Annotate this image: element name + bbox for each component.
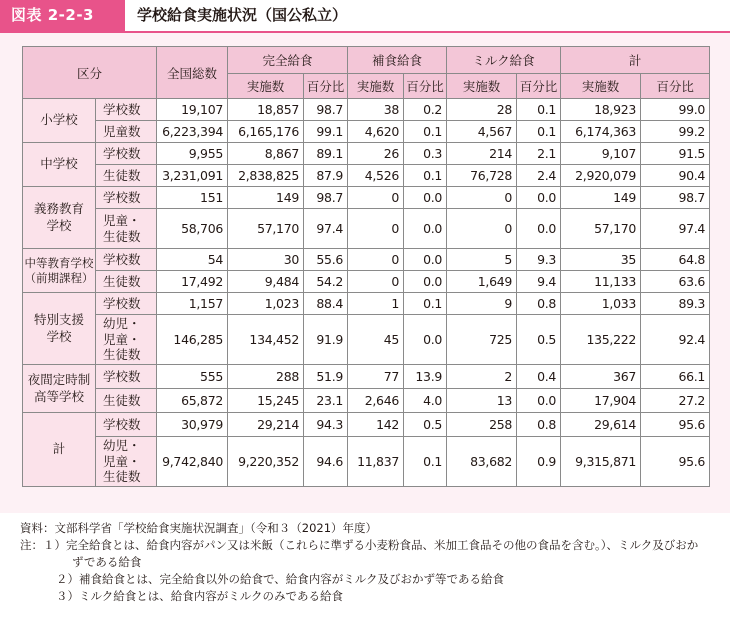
cell-full-pct: 23.1 xyxy=(304,389,348,413)
cell-total: 151 xyxy=(157,187,228,209)
cell-milk-count: 4,567 xyxy=(447,121,517,143)
cell-sum-pct: 95.6 xyxy=(641,437,710,487)
sub-label: 学校数 xyxy=(96,293,157,315)
cell-supp-count: 2,646 xyxy=(348,389,404,413)
sub-label-line: 児童・ xyxy=(103,453,141,469)
cell-milk-pct: 0.0 xyxy=(517,389,561,413)
table-row xyxy=(23,365,710,389)
figure-header xyxy=(0,0,730,32)
group-night-high-school xyxy=(23,365,96,413)
cell-sum-pct: 27.2 xyxy=(641,389,710,413)
cell-milk-count: 28 xyxy=(447,99,517,121)
header-full-meal: 完全給食 xyxy=(228,47,348,74)
cell-supp-count: 1 xyxy=(348,293,404,315)
cell-full-count: 288 xyxy=(228,365,304,389)
cell-full-count: 8,867 xyxy=(228,143,304,165)
cell-total: 65,872 xyxy=(157,389,228,413)
cell-sum-pct: 98.7 xyxy=(641,187,710,209)
cell-supp-count: 26 xyxy=(348,143,404,165)
cell-full-count: 6,165,176 xyxy=(228,121,304,143)
cell-sum-pct: 99.0 xyxy=(641,99,710,121)
header-national-total: 全国総数 xyxy=(157,47,228,99)
cell-supp-pct: 13.9 xyxy=(404,365,447,389)
cell-full-pct: 87.9 xyxy=(304,165,348,187)
cell-sum-count: 9,107 xyxy=(561,143,641,165)
cell-full-pct: 88.4 xyxy=(304,293,348,315)
header-sum: 計 xyxy=(561,47,710,74)
cell-milk-count: 9 xyxy=(447,293,517,315)
cell-sum-pct: 63.6 xyxy=(641,271,710,293)
table-row xyxy=(23,209,710,249)
header-full-implemented: 実施数 xyxy=(228,74,304,99)
sub-label: 学校数 xyxy=(96,99,157,121)
note-1-continued: ずである給食 xyxy=(72,555,142,569)
cell-supp-count: 4,620 xyxy=(348,121,404,143)
cell-milk-pct: 0.0 xyxy=(517,209,561,249)
header-milk-percent: 百分比 xyxy=(517,74,561,99)
group-label: 計 xyxy=(52,441,66,457)
sub-label xyxy=(96,437,157,487)
cell-supp-pct: 4.0 xyxy=(404,389,447,413)
cell-total: 30,979 xyxy=(157,413,228,437)
sub-label xyxy=(96,209,157,249)
table-row xyxy=(23,437,710,487)
cell-supp-pct: 0.3 xyxy=(404,143,447,165)
group-label: 学校 xyxy=(46,217,72,233)
cell-supp-count: 38 xyxy=(348,99,404,121)
cell-full-pct: 89.1 xyxy=(304,143,348,165)
figure-number-badge: 図表 2-2-3 xyxy=(0,0,125,31)
sub-label-line: 児童・ xyxy=(103,331,141,347)
cell-supp-pct: 0.0 xyxy=(404,209,447,249)
cell-total: 3,231,091 xyxy=(157,165,228,187)
group-elementary xyxy=(23,99,96,143)
cell-milk-pct: 0.9 xyxy=(517,437,561,487)
group-total xyxy=(23,413,96,487)
cell-full-pct: 91.9 xyxy=(304,315,348,365)
table-row xyxy=(23,249,710,271)
cell-milk-count: 258 xyxy=(447,413,517,437)
cell-total: 19,107 xyxy=(157,99,228,121)
cell-milk-count: 5 xyxy=(447,249,517,271)
group-label: 学校 xyxy=(46,328,72,344)
header-supp-percent: 百分比 xyxy=(404,74,447,99)
cell-milk-pct: 0.1 xyxy=(517,99,561,121)
sub-label: 学校数 xyxy=(96,187,157,209)
cell-milk-count: 214 xyxy=(447,143,517,165)
cell-milk-count: 83,682 xyxy=(447,437,517,487)
group-label: （前期課程） xyxy=(24,270,94,285)
cell-supp-count: 0 xyxy=(348,187,404,209)
group-compulsory-school xyxy=(23,187,96,249)
cell-sum-count: 135,222 xyxy=(561,315,641,365)
cell-full-pct: 55.6 xyxy=(304,249,348,271)
cell-sum-pct: 64.8 xyxy=(641,249,710,271)
table-row xyxy=(23,413,710,437)
group-label: 夜間定時制 xyxy=(27,372,91,388)
cell-milk-count: 2 xyxy=(447,365,517,389)
group-special-needs-school xyxy=(23,293,96,365)
cell-supp-count: 11,837 xyxy=(348,437,404,487)
cell-supp-count: 142 xyxy=(348,413,404,437)
cell-sum-count: 29,614 xyxy=(561,413,641,437)
cell-sum-count: 57,170 xyxy=(561,209,641,249)
cell-sum-count: 1,033 xyxy=(561,293,641,315)
cell-supp-pct: 0.1 xyxy=(404,293,447,315)
sub-label-line: 生徒数 xyxy=(103,347,141,363)
group-label: 特別支援 xyxy=(33,312,84,328)
cell-supp-pct: 0.0 xyxy=(404,271,447,293)
header-category: 区分 xyxy=(23,47,157,99)
cell-supp-pct: 0.0 xyxy=(404,249,447,271)
cell-total: 58,706 xyxy=(157,209,228,249)
cell-supp-pct: 0.0 xyxy=(404,315,447,365)
cell-full-pct: 99.1 xyxy=(304,121,348,143)
cell-supp-pct: 0.2 xyxy=(404,99,447,121)
cell-full-count: 149 xyxy=(228,187,304,209)
school-lunch-table xyxy=(22,46,710,487)
cell-sum-count: 149 xyxy=(561,187,641,209)
cell-full-count: 9,220,352 xyxy=(228,437,304,487)
cell-supp-count: 0 xyxy=(348,209,404,249)
cell-full-count: 29,214 xyxy=(228,413,304,437)
table-row xyxy=(23,165,710,187)
cell-sum-count: 17,904 xyxy=(561,389,641,413)
cell-total: 555 xyxy=(157,365,228,389)
table-row xyxy=(23,389,710,413)
cell-full-count: 1,023 xyxy=(228,293,304,315)
sub-label-line: 児童・ xyxy=(103,212,141,228)
cell-full-pct: 51.9 xyxy=(304,365,348,389)
header-supplementary-meal: 補食給食 xyxy=(348,47,447,74)
cell-milk-pct: 2.4 xyxy=(517,165,561,187)
group-label: 小学校 xyxy=(40,112,78,128)
cell-supp-count: 0 xyxy=(348,271,404,293)
cell-total: 1,157 xyxy=(157,293,228,315)
cell-full-count: 30 xyxy=(228,249,304,271)
cell-supp-pct: 0.5 xyxy=(404,413,447,437)
cell-total: 9,742,840 xyxy=(157,437,228,487)
cell-full-pct: 98.7 xyxy=(304,99,348,121)
header-milk-implemented: 実施数 xyxy=(447,74,517,99)
cell-supp-count: 4,526 xyxy=(348,165,404,187)
cell-supp-count: 77 xyxy=(348,365,404,389)
cell-sum-count: 18,923 xyxy=(561,99,641,121)
group-label: 中等教育学校 xyxy=(24,255,94,270)
cell-full-pct: 94.3 xyxy=(304,413,348,437)
cell-full-pct: 94.6 xyxy=(304,437,348,487)
cell-milk-pct: 0.5 xyxy=(517,315,561,365)
cell-supp-pct: 0.1 xyxy=(404,121,447,143)
cell-milk-pct: 0.0 xyxy=(517,187,561,209)
cell-supp-pct: 0.1 xyxy=(404,437,447,487)
header-sum-implemented: 実施数 xyxy=(561,74,641,99)
cell-full-pct: 54.2 xyxy=(304,271,348,293)
cell-sum-pct: 89.3 xyxy=(641,293,710,315)
cell-sum-pct: 91.5 xyxy=(641,143,710,165)
cell-milk-pct: 0.8 xyxy=(517,293,561,315)
group-label: 高等学校 xyxy=(33,388,84,404)
cell-milk-count: 0 xyxy=(447,209,517,249)
table-row xyxy=(23,293,710,315)
sub-label: 学校数 xyxy=(96,143,157,165)
cell-full-count: 9,484 xyxy=(228,271,304,293)
sub-label: 学校数 xyxy=(96,365,157,389)
note-2: ２）補食給食とは、完全給食以外の給食で、給食内容がミルク及びおかず等である給食 xyxy=(56,572,505,586)
cell-milk-count: 725 xyxy=(447,315,517,365)
cell-supp-pct: 0.0 xyxy=(404,187,447,209)
cell-milk-pct: 0.1 xyxy=(517,121,561,143)
cell-sum-count: 35 xyxy=(561,249,641,271)
sub-label: 生徒数 xyxy=(96,271,157,293)
sub-label-line: 生徒数 xyxy=(103,228,141,244)
cell-full-count: 134,452 xyxy=(228,315,304,365)
group-label: 義務教育 xyxy=(33,201,84,217)
cell-milk-pct: 9.4 xyxy=(517,271,561,293)
table-row xyxy=(23,271,710,293)
cell-sum-pct: 92.4 xyxy=(641,315,710,365)
header-milk-meal: ミルク給食 xyxy=(447,47,561,74)
table-row xyxy=(23,121,710,143)
sub-label: 学校数 xyxy=(96,249,157,271)
sub-label-line: 幼児・ xyxy=(103,438,141,454)
cell-supp-count: 0 xyxy=(348,249,404,271)
source-note: 資料：文部科学省「学校給食実施状況調査」（令和３（2021）年度） xyxy=(20,521,378,535)
note-3: ３）ミルク給食とは、給食内容がミルクのみである給食 xyxy=(56,589,344,603)
sub-label-line: 幼児・ xyxy=(103,316,141,332)
cell-sum-pct: 90.4 xyxy=(641,165,710,187)
cell-sum-count: 9,315,871 xyxy=(561,437,641,487)
cell-sum-count: 6,174,363 xyxy=(561,121,641,143)
table-row xyxy=(23,143,710,165)
cell-total: 17,492 xyxy=(157,271,228,293)
cell-total: 54 xyxy=(157,249,228,271)
cell-full-pct: 97.4 xyxy=(304,209,348,249)
cell-full-pct: 98.7 xyxy=(304,187,348,209)
cell-milk-count: 1,649 xyxy=(447,271,517,293)
cell-milk-count: 13 xyxy=(447,389,517,413)
cell-full-count: 57,170 xyxy=(228,209,304,249)
cell-milk-pct: 0.8 xyxy=(517,413,561,437)
header-full-percent: 百分比 xyxy=(304,74,348,99)
group-secondary-school xyxy=(23,249,96,293)
sub-label: 生徒数 xyxy=(96,165,157,187)
sub-label: 児童数 xyxy=(96,121,157,143)
sub-label xyxy=(96,315,157,365)
cell-sum-pct: 95.6 xyxy=(641,413,710,437)
cell-full-count: 18,857 xyxy=(228,99,304,121)
cell-full-count: 2,838,825 xyxy=(228,165,304,187)
header-sum-percent: 百分比 xyxy=(641,74,710,99)
cell-total: 6,223,394 xyxy=(157,121,228,143)
sub-label: 生徒数 xyxy=(96,389,157,413)
table-row xyxy=(23,315,710,365)
note-1: 注：１）完全給食とは、給食内容がパン又は米飯（これらに準ずる小麦粉食品、米加工食品その他の食品を含む。）、ミルク及びおか xyxy=(20,538,699,552)
cell-sum-count: 11,133 xyxy=(561,271,641,293)
cell-sum-pct: 99.2 xyxy=(641,121,710,143)
footnotes xyxy=(20,520,698,605)
cell-supp-pct: 0.1 xyxy=(404,165,447,187)
group-junior-high xyxy=(23,143,96,187)
cell-supp-count: 45 xyxy=(348,315,404,365)
sub-label-line: 生徒数 xyxy=(103,469,141,485)
cell-total: 146,285 xyxy=(157,315,228,365)
header-supp-implemented: 実施数 xyxy=(348,74,404,99)
figure-title: 学校給食実施状況（国公私立） xyxy=(137,6,348,24)
cell-sum-count: 367 xyxy=(561,365,641,389)
cell-milk-pct: 2.1 xyxy=(517,143,561,165)
sub-label: 学校数 xyxy=(96,413,157,437)
cell-sum-pct: 66.1 xyxy=(641,365,710,389)
cell-milk-count: 76,728 xyxy=(447,165,517,187)
cell-sum-pct: 97.4 xyxy=(641,209,710,249)
table-row xyxy=(23,99,710,121)
cell-milk-count: 0 xyxy=(447,187,517,209)
cell-full-count: 15,245 xyxy=(228,389,304,413)
group-label: 中学校 xyxy=(40,156,78,172)
cell-total: 9,955 xyxy=(157,143,228,165)
table-row xyxy=(23,187,710,209)
cell-milk-pct: 9.3 xyxy=(517,249,561,271)
cell-milk-pct: 0.4 xyxy=(517,365,561,389)
cell-sum-count: 2,920,079 xyxy=(561,165,641,187)
